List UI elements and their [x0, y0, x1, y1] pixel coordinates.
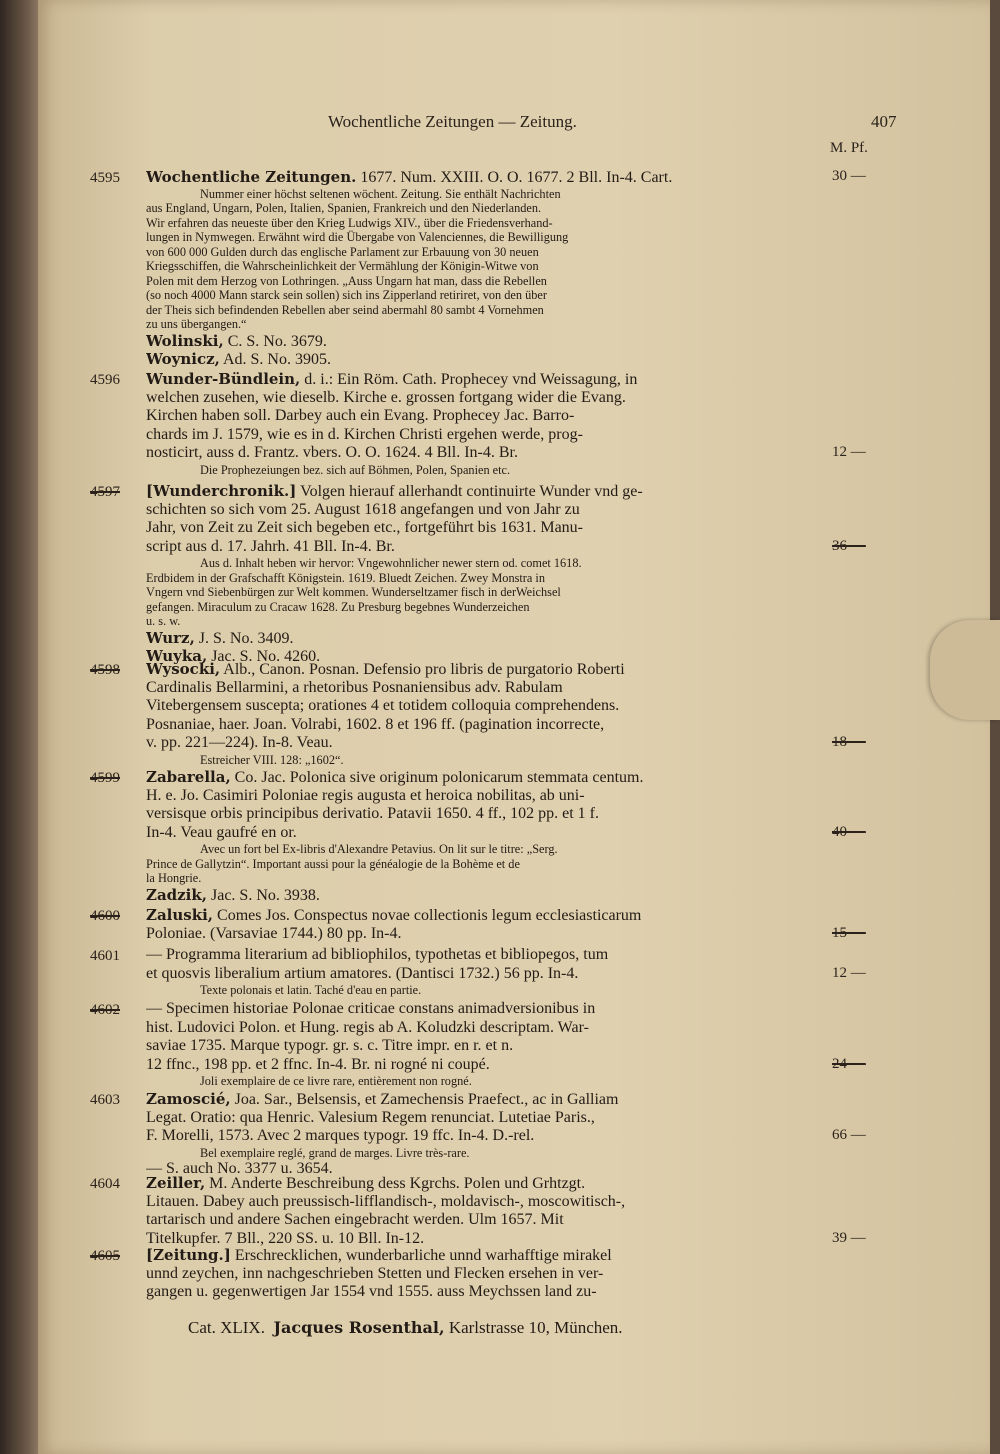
entry-heading: Wolinski,	[146, 331, 224, 350]
entry-line: Poloniae. (Varsaviae 1744.) 80 pp. In-4.	[146, 924, 402, 942]
entry-line: Erdbidem in der Grafschafft Königstein. 1619. Bluedt Zeichen. Zwey Monstra in	[146, 570, 545, 585]
entry-price: 66 —	[832, 1127, 866, 1143]
entry-line: Nummer einer höchst seltenen wöchent. Zeitung. Sie enthält Nachrichten	[200, 186, 561, 201]
entry-line: [Wunderchronik.] Volgen hierauf allerhandt continuirte Wunder vnd ge-	[146, 482, 643, 500]
entry-heading: Zamoscié,	[146, 1090, 231, 1108]
publisher-address: Karlstrasse 10, München.	[448, 1318, 623, 1337]
entry-line: Wir erfahren das neueste über den Krieg Ludwigs XIV., über die Friedensverhand-	[146, 215, 553, 230]
entry-heading: Zeiller,	[146, 1174, 206, 1192]
entry-price: 12 —	[832, 444, 866, 460]
entry-heading: Woynicz,	[146, 350, 220, 368]
entry-line: Bel exemplaire reglé, grand de marges. Livre très-rare.	[200, 1145, 470, 1160]
entry-line: aus England, Ungarn, Polen, Italien, Spanien, Frankreich und den Niederlanden.	[146, 201, 542, 215]
entry-line: v. pp. 221—224). In-8. Veau.	[146, 734, 333, 751]
entry-line: unnd zeychen, inn nachgeschrieben Stetten und Flecken ersehen in ver-	[146, 1264, 604, 1282]
entry-number: 4595	[90, 170, 120, 186]
entry-line: gangen u. gegenwertigen Jar 1554 vnd 1555. auss Meychssen land zu-	[146, 1283, 597, 1300]
entry-line: Zadzik, Jac. S. No. 3938.	[146, 885, 320, 904]
page-tab	[930, 620, 1000, 720]
entry-heading: Zaluski,	[146, 906, 214, 924]
entry-line: — Programma literarium ad bibliophilos, typothetas et bibliopegos, tum	[146, 946, 609, 963]
entry-line: tartarisch und andere Sachen eingebracht werden. Ulm 1657. Mit	[146, 1211, 564, 1228]
entry-line: Zaluski, Comes Jos. Conspectus novae collectionis legum ecclesiasticarum	[146, 906, 642, 924]
entry-price: 24 —	[832, 1055, 866, 1072]
entry-line: saviae 1735. Marque typogr. gr. s. c. Titre impr. en r. et n.	[146, 1037, 514, 1054]
entry-line: 12 ffnc., 198 pp. et 2 ffnc. In-4. Br. ni rogné ni coupé.	[146, 1055, 490, 1073]
entry-line: [Zeitung.] Erschrecklichen, wunderbarliche unnd warhafftige mirakel	[146, 1246, 612, 1264]
entry-line: — Specimen historiae Polonae criticae constans animadversionibus in	[146, 1000, 596, 1017]
entry-line: Aus d. Inhalt heben wir hervor: Vngewohnlicher newer stern od. comet 1618.	[200, 556, 582, 570]
entry-line: Polen mit dem Herzog von Lothringen. „Auss Ungarn hat man, dass die Rebellen	[146, 273, 547, 288]
entry-line: lungen in Nymwegen. Erwähnt wird die Übergabe von Valenciennes, die Bewilligung	[146, 230, 569, 244]
entry-line: chards im J. 1579, wie es in d. Kirchen Christi ergehen werde, prog-	[146, 425, 583, 443]
entry-number: 4600	[90, 908, 120, 924]
entry-heading: Wuyka,	[146, 647, 208, 665]
entry-line: von 600 000 Gulden durch das englische Parlament zur Erbauung von 30 neuen	[146, 244, 539, 259]
currency-heading: M. Pf.	[830, 140, 868, 156]
entry-line: Titelkupfer. 7 Bll., 220 SS. u. 10 Bll. In-12.	[146, 1229, 425, 1247]
entry-line: Estreicher VIII. 128: „1602“.	[200, 752, 344, 767]
entry-line: (so noch 4000 Mann starck sein sollen) sich ins Zipperland retiriret, von den über	[146, 288, 547, 302]
entry-line: Avec un fort bel Ex-libris d'Alexandre Petavius. On lit sur le titre: „Serg.	[200, 842, 558, 856]
entry-heading: Wysocki,	[146, 660, 221, 678]
entry-line: script aus d. 17. Jahrh. 41 Bll. In-4. Br.	[146, 537, 395, 555]
entry-line: der Theis sich befindenden Rebellen aber seind abermahl 80 sambt 4 Vornehmen	[146, 302, 544, 317]
entry-price: 18 —	[832, 734, 866, 750]
entry-heading: Wochentliche Zeitungen.	[146, 168, 357, 186]
entry-heading: [Wunderchronik.]	[146, 482, 297, 500]
entry-heading: Wurz,	[146, 628, 195, 647]
entry-heading: [Zeitung.]	[146, 1246, 231, 1264]
entry-line: Wochentliche Zeitungen. 1677. Num. XXIII. O. O. 1677. 2 Bll. In-4. Cart.	[146, 168, 673, 186]
entry-price: 39 —	[832, 1229, 866, 1246]
entry-line: Legat. Oratio: qua Henric. Valesium Regem renunciat. Lutetiae Paris.,	[146, 1108, 595, 1126]
entry-line: Wolinski, C. S. No. 3679.	[146, 331, 327, 350]
entry-line: Cardinalis Bellarmini, a rhetoribus Posnaniensibus adv. Rabulam	[146, 678, 563, 696]
entry-number: 4602	[90, 1002, 120, 1018]
entry-line: u. s. w.	[146, 614, 181, 628]
entry-heading: Zadzik,	[146, 885, 207, 904]
entry-number: 4605	[90, 1248, 120, 1264]
entry-number: 4596	[90, 372, 120, 388]
entry-line: Zamoscié, Joa. Sar., Belsensis, et Zamechensis Praefect., ac in Galliam	[146, 1090, 619, 1108]
entry-number: 4598	[90, 662, 120, 678]
entry-number: 4597	[90, 484, 120, 500]
entry-line: et quosvis liberalium artium amatores. (Dantisci 1732.) 56 pp. In-4.	[146, 964, 579, 982]
entry-price: 40 —	[832, 823, 866, 840]
entry-line: Kriegsschiffen, die Wahrscheinlichkeit der Vermählung der Königin-Witwe von	[146, 259, 539, 273]
entry-line: Vitebergensem suscepta; orationes 4 et totidem colloquia comprehendens.	[146, 697, 620, 714]
entry-line: zu uns übergangen.“	[146, 317, 247, 331]
entry-line: hist. Ludovici Polon. et Hung. regis ab A. Koludzki descriptam. War-	[146, 1018, 589, 1036]
entry-heading: Zabarella,	[146, 768, 231, 786]
entry-line: Posnaniae, haer. Joan. Volrabi, 1602. 8 et 196 ff. (pagination incorrecte,	[146, 715, 605, 733]
entry-line: Wuyka, Jac. S. No. 4260.	[146, 647, 321, 665]
entry-line: — S. auch No. 3377 u. 3654.	[146, 1160, 333, 1177]
entry-number: 4603	[90, 1092, 120, 1108]
entry-line: Wunder-Bündlein, d. i.: Ein Röm. Cath. Prophecey vnd Weissagung, in	[146, 370, 638, 388]
entry-price: 12 —	[832, 964, 866, 981]
entry-price: 30 —	[832, 168, 866, 184]
entry-line: F. Morelli, 1573. Avec 2 marques typogr. 19 ffc. In-4. D.-rel.	[146, 1127, 535, 1144]
entry-heading: Wunder-Bündlein,	[146, 370, 301, 388]
entry-line: nosticirt, auss d. Frantz. vbers. O. O. 1624. 4 Bll. In-4. Br.	[146, 444, 518, 461]
catalog-number: Cat. XLIX.	[188, 1318, 265, 1337]
entry-line: welchen zusehen, wie dieselb. Kirche e. grossen fortgang wider die Evang.	[146, 388, 626, 406]
running-header: Wochentliche Zeitungen — Zeitung.	[328, 112, 577, 131]
entry-line: Woynicz, Ad. S. No. 3905.	[146, 350, 331, 368]
entry-line: Zabarella, Co. Jac. Polonica sive originum polonicarum stemmata centum.	[146, 768, 644, 786]
page-number: 407	[871, 112, 897, 131]
entry-number: 4601	[90, 948, 120, 964]
entry-line: Litauen. Dabey auch preussisch-lifflandisch-, moldavisch-, moscowitisch-,	[146, 1192, 626, 1210]
entry-number: 4604	[90, 1176, 120, 1192]
entry-line: schichten so sich vom 25. August 1618 angefangen und von Jahr zu	[146, 500, 580, 518]
entry-line: Joli exemplaire de ce livre rare, entièrement non rogné.	[200, 1074, 472, 1088]
entry-price: 15 —	[832, 924, 866, 941]
book-spine	[0, 0, 38, 1454]
entry-line: la Hongrie.	[146, 871, 202, 885]
entry-line: Die Prophezeiungen bez. sich auf Böhmen, Polen, Spanien etc.	[200, 462, 511, 477]
entry-line: In-4. Veau gaufré en or.	[146, 823, 297, 841]
entry-line: gefangen. Miraculum zu Cracaw 1628. Zu Presburg begebnes Wunderzeichen	[146, 599, 530, 614]
page-footer	[188, 1318, 623, 1338]
entry-line: H. e. Jo. Casimiri Poloniae regis augusta et heroica nobilitas, ab uni-	[146, 786, 585, 804]
entry-line: Zeiller, M. Anderte Beschreibung dess Kgrchs. Polen und Grhtzgt.	[146, 1174, 586, 1192]
entry-line: versisque orbis principibus derivatio. Patavii 1650. 4 ff., 102 pp. et 1 f.	[146, 805, 599, 822]
entry-line: Wysocki, Alb., Canon. Posnan. Defensio pro libris de purgatorio Roberti	[146, 660, 625, 678]
publisher-name: Jacques Rosenthal,	[273, 1318, 445, 1337]
entry-line: Kirchen haben soll. Darbey auch ein Evang. Prophecey Jac. Barro-	[146, 407, 575, 424]
entry-line: Jahr, von Zeit zu Zeit sich begeben etc., fortgeführt bis 1631. Manu-	[146, 519, 584, 536]
entry-line: Texte polonais et latin. Taché d'eau en partie.	[200, 983, 422, 997]
entry-price: 36 —	[832, 537, 866, 554]
entry-number: 4599	[90, 770, 120, 786]
entry-line: Prince de Gallytzin“. Important aussi pour la généalogie de la Bohème et de	[146, 856, 520, 871]
entry-line: Wurz, J. S. No. 3409.	[146, 628, 294, 647]
entry-line: Vngern vnd Siebenbürgen zur Welt kommen. Wunderseltzamer fisch in derWeichsel	[146, 585, 561, 599]
